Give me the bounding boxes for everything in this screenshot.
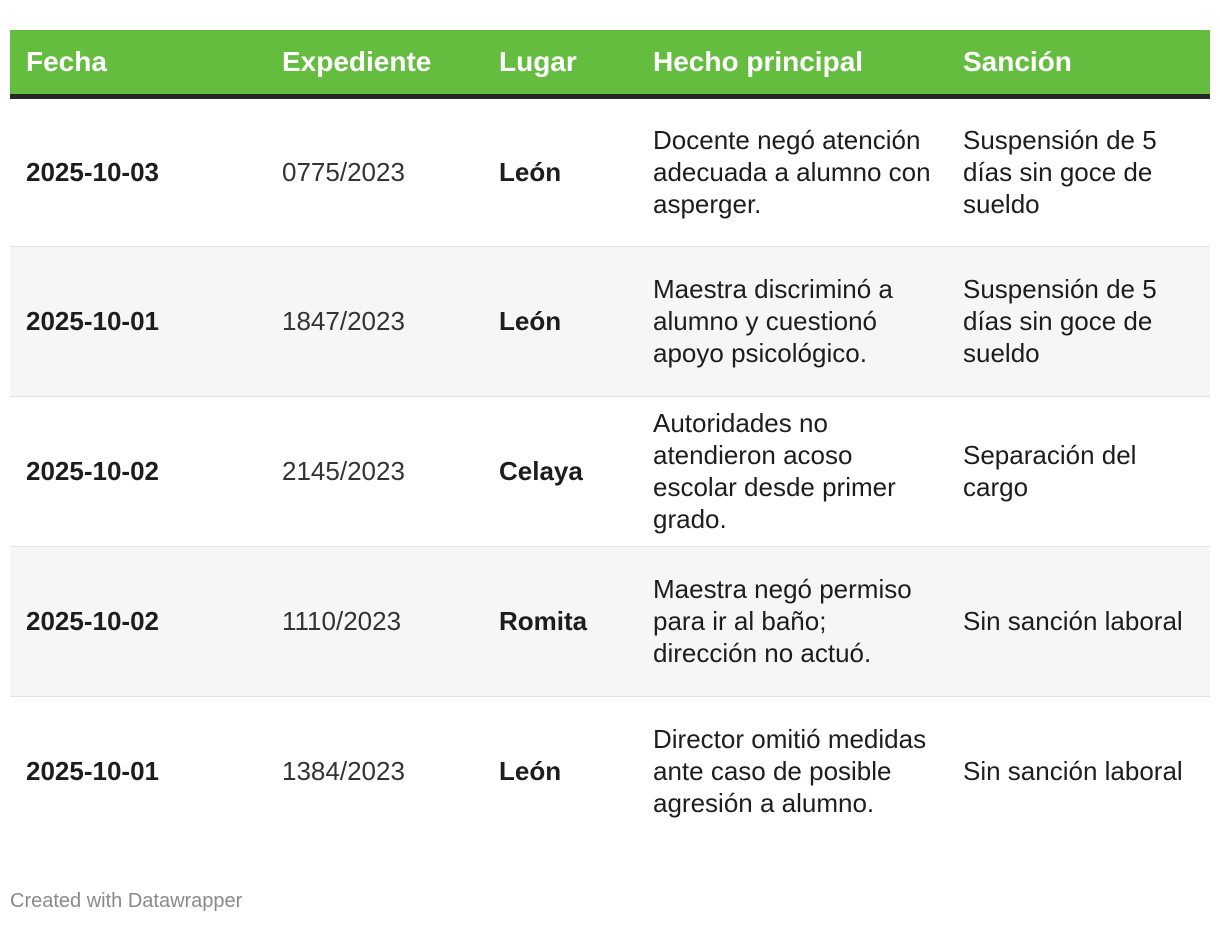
cell-fecha: 2025-10-02 (26, 606, 159, 636)
cell-sancion: Sin sanción laboral (963, 606, 1183, 636)
cell-fecha: 2025-10-01 (26, 306, 159, 336)
header-row (10, 30, 1210, 96)
cell-lugar: Romita (499, 606, 588, 636)
cell-lugar: León (499, 756, 562, 787)
cell-fecha: 2025-10-01 (26, 756, 159, 787)
cell-sancion: Suspensión de 5 días sin goce de sueldo (963, 274, 1157, 368)
column-header-sancion[interactable]: Sanción (947, 30, 1210, 96)
table-row (10, 96, 1210, 246)
column-header-fecha[interactable]: Fecha (10, 30, 266, 96)
cell-hecho-principal: Maestra negó permiso para ir al baño; dirección no actuó. (653, 574, 912, 668)
table-body (10, 96, 1210, 846)
datawrapper-credit[interactable]: Created with Datawrapper (10, 890, 243, 912)
cell-hecho-principal: Docente negó atención adecuada a alumno con asperger. (653, 125, 931, 219)
sanctions-table (10, 30, 1210, 846)
cell-sancion: Suspensión de 5 días sin goce de sueldo (963, 125, 1157, 219)
cell-hecho-principal: Director omitió medidas ante caso de posible agresión a alumno. (653, 724, 927, 819)
table-container (10, 30, 1210, 846)
cell-expediente: 1110/2023 (282, 606, 402, 636)
cell-fecha: 2025-10-02 (26, 456, 159, 486)
cell-fecha: 2025-10-03 (26, 157, 159, 187)
cell-lugar: Celaya (499, 456, 583, 486)
cell-expediente: 1847/2023 (282, 306, 405, 336)
column-header-lugar[interactable]: Lugar (483, 30, 637, 96)
cell-lugar: León (499, 306, 562, 336)
column-header-expediente[interactable]: Expediente (266, 30, 483, 96)
cell-expediente: 0775/2023 (282, 157, 405, 187)
cell-sancion: Separación del cargo (963, 440, 1137, 502)
table-row (10, 546, 1210, 696)
cell-lugar: León (499, 157, 562, 187)
table-row (10, 696, 1210, 846)
column-header-hecho-principal[interactable]: Hecho principal (637, 30, 947, 96)
cell-hecho-principal: Autoridades no atendieron acoso escolar desde primer grado. (653, 408, 896, 534)
table-row (10, 246, 1210, 396)
cell-hecho-principal: Maestra discriminó a alumno y cuestionó apoyo psicológico. (653, 274, 893, 368)
cell-sancion: Sin sanción laboral (963, 756, 1183, 787)
cell-expediente: 1384/2023 (282, 756, 405, 787)
table-row (10, 396, 1210, 546)
cell-expediente: 2145/2023 (282, 456, 405, 486)
table-header (10, 30, 1210, 96)
